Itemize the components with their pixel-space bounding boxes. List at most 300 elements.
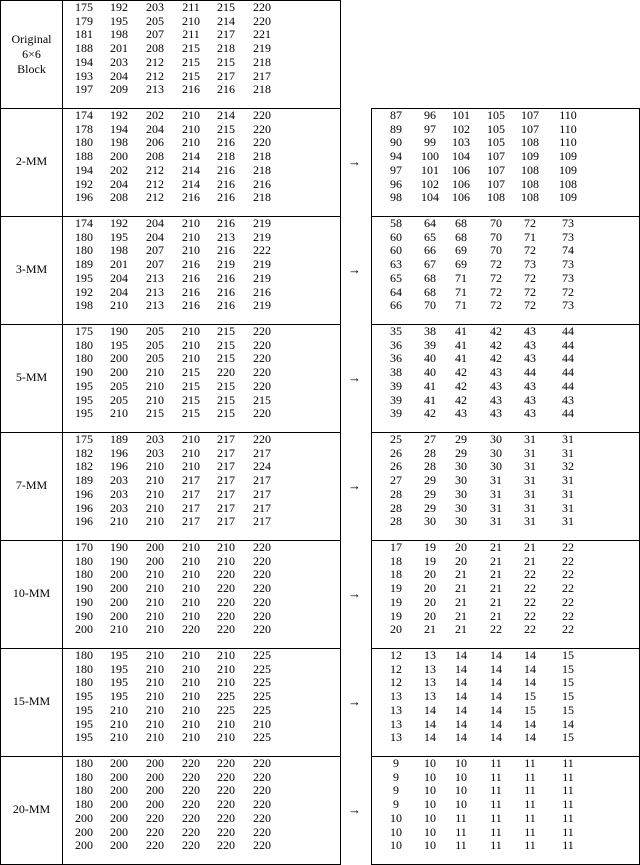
left-cell: 210 — [182, 567, 200, 582]
left-cell: 180 — [75, 337, 93, 352]
right-cell: 11 — [562, 769, 574, 784]
left-cell: 220 — [253, 135, 271, 150]
left-cell: 212 — [146, 176, 164, 191]
left-cell: 220 — [253, 824, 271, 839]
right-cell: 107 — [487, 162, 505, 177]
left-cell: 210 — [182, 216, 200, 230]
left-cell: 210 — [182, 324, 200, 338]
section-label: 5-MM — [15, 370, 48, 384]
left-cell: 207 — [146, 257, 164, 272]
left-cell: 189 — [75, 473, 93, 488]
right-cell: 31 — [524, 514, 536, 529]
right-cell: 69 — [455, 257, 467, 272]
left-cell: 210 — [182, 351, 200, 366]
left-cell: 180 — [75, 756, 93, 770]
right-cell: 58 — [390, 216, 402, 230]
left-cell: 225 — [253, 661, 271, 676]
left-cell: 214 — [217, 108, 235, 122]
right-cell: 96 — [424, 108, 436, 122]
left-cell: 220 — [217, 810, 235, 825]
right-cell: 11 — [455, 838, 467, 853]
right-cell: 14 — [424, 730, 436, 745]
left-cell: 195 — [75, 406, 93, 421]
right-cell: 12 — [390, 648, 402, 662]
left-cell: 180 — [75, 675, 93, 690]
left-cell: 216 — [253, 284, 271, 299]
right-cell: 64 — [424, 216, 436, 230]
left-cell: 220 — [253, 608, 271, 623]
left-cell: 216 — [217, 243, 235, 258]
original-cell: 216 — [217, 82, 235, 97]
left-cell: 216 — [217, 162, 235, 177]
original-cell: 179 — [75, 13, 93, 28]
left-cell: 218 — [253, 162, 271, 177]
right-cell: 10 — [424, 769, 436, 784]
original-cell: 203 — [110, 54, 128, 69]
right-cell: 11 — [562, 824, 574, 839]
right-cell: 14 — [424, 702, 436, 717]
right-cell: 21 — [490, 567, 502, 582]
left-cell: 219 — [253, 298, 271, 313]
right-cell: 15 — [562, 661, 574, 676]
right-cell: 11 — [562, 783, 574, 798]
right-cell: 68 — [455, 216, 467, 230]
right-cell: 72 — [524, 298, 536, 313]
right-cell: 101 — [452, 108, 470, 122]
right-cell: 43 — [562, 392, 574, 407]
left-cell: 217 — [253, 445, 271, 460]
original-cell: 195 — [110, 13, 128, 28]
right-cell: 99 — [424, 135, 436, 150]
left-cell: 190 — [75, 608, 93, 623]
right-cell: 21 — [524, 540, 536, 554]
left-cell: 225 — [217, 689, 235, 704]
right-cell: 31 — [524, 500, 536, 515]
section-label: 2-MM — [15, 154, 48, 168]
original-cell: 181 — [75, 27, 93, 42]
left-cell: 180 — [75, 783, 93, 798]
right-cell: 67 — [424, 257, 436, 272]
left-cell: 210 — [146, 689, 164, 704]
original-cell: 218 — [253, 54, 271, 69]
right-cell: 30 — [455, 500, 467, 515]
left-cell: 220 — [182, 810, 200, 825]
right-cell: 89 — [390, 121, 402, 136]
right-cell: 31 — [562, 445, 574, 460]
right-cell: 21 — [455, 608, 467, 623]
left-cell: 204 — [110, 270, 128, 285]
right-cell: 71 — [524, 229, 536, 244]
right-cell: 42 — [490, 351, 502, 366]
right-cell: 44 — [562, 378, 574, 393]
left-cell: 200 — [110, 567, 128, 582]
original-cell: 219 — [253, 41, 271, 56]
left-cell: 210 — [182, 730, 200, 745]
arrow-icon: → — [348, 586, 361, 601]
left-cell: 210 — [182, 648, 200, 662]
right-cell: 21 — [490, 594, 502, 609]
right-cell: 108 — [559, 176, 577, 191]
left-cell: 205 — [110, 392, 128, 407]
right-cell: 30 — [424, 514, 436, 529]
left-cell: 203 — [110, 500, 128, 515]
left-cell: 174 — [75, 216, 93, 230]
left-cell: 217 — [217, 500, 235, 515]
right-cell: 12 — [390, 675, 402, 690]
right-cell: 103 — [452, 135, 470, 150]
original-cell: 197 — [75, 82, 93, 97]
left-cell: 203 — [146, 432, 164, 446]
right-cell: 29 — [455, 445, 467, 460]
right-cell: 72 — [490, 257, 502, 272]
right-cell: 9 — [393, 797, 399, 812]
original-cell: 218 — [217, 41, 235, 56]
left-cell: 174 — [75, 108, 93, 122]
right-cell: 14 — [524, 648, 536, 662]
right-cell: 15 — [562, 648, 574, 662]
left-cell: 182 — [75, 459, 93, 474]
left-cell: 196 — [75, 514, 93, 529]
left-cell: 196 — [75, 190, 93, 205]
right-cell: 109 — [559, 162, 577, 177]
left-cell: 220 — [253, 567, 271, 582]
right-cell: 38 — [390, 365, 402, 380]
left-cell: 196 — [110, 445, 128, 460]
left-cell: 216 — [182, 257, 200, 272]
right-cell: 102 — [421, 176, 439, 191]
right-cell: 22 — [524, 608, 536, 623]
right-cell: 108 — [521, 190, 539, 205]
right-cell: 60 — [390, 229, 402, 244]
right-cell: 41 — [455, 351, 467, 366]
left-cell: 215 — [217, 324, 235, 338]
right-cell: 31 — [490, 500, 502, 515]
left-cell: 225 — [253, 702, 271, 717]
left-cell: 195 — [75, 730, 93, 745]
right-cell: 108 — [487, 190, 505, 205]
right-cell: 10 — [455, 783, 467, 798]
left-cell: 220 — [217, 608, 235, 623]
left-cell: 210 — [110, 716, 128, 731]
left-cell: 220 — [253, 769, 271, 784]
right-cell: 72 — [490, 298, 502, 313]
right-cell: 14 — [490, 661, 502, 676]
right-cell: 107 — [487, 176, 505, 191]
right-cell: 41 — [455, 337, 467, 352]
left-cell: 220 — [253, 324, 271, 338]
right-cell: 15 — [524, 689, 536, 704]
right-cell: 28 — [424, 445, 436, 460]
left-cell: 220 — [217, 783, 235, 798]
right-cell: 14 — [490, 730, 502, 745]
left-cell: 216 — [182, 190, 200, 205]
right-cell: 28 — [390, 500, 402, 515]
right-cell: 20 — [424, 594, 436, 609]
right-cell: 21 — [524, 553, 536, 568]
right-cell: 72 — [490, 284, 502, 299]
right-cell: 10 — [424, 797, 436, 812]
right-cell: 31 — [524, 445, 536, 460]
right-cell: 11 — [455, 824, 467, 839]
left-cell: 203 — [110, 473, 128, 488]
right-cell: 13 — [390, 730, 402, 745]
right-cell: 17 — [390, 540, 402, 554]
right-cell: 10 — [424, 838, 436, 853]
left-cell: 194 — [110, 121, 128, 136]
right-cell: 97 — [424, 121, 436, 136]
left-cell: 215 — [217, 406, 235, 421]
left-cell: 216 — [253, 176, 271, 191]
left-cell: 200 — [110, 783, 128, 798]
left-cell: 220 — [182, 824, 200, 839]
left-cell: 180 — [75, 229, 93, 244]
left-cell: 202 — [146, 108, 164, 122]
original-cell: 215 — [182, 41, 200, 56]
left-cell: 220 — [217, 622, 235, 637]
left-cell: 220 — [182, 797, 200, 812]
left-cell: 218 — [253, 149, 271, 164]
left-cell: 210 — [182, 716, 200, 731]
left-cell: 205 — [146, 324, 164, 338]
left-cell: 180 — [75, 567, 93, 582]
left-cell: 210 — [146, 716, 164, 731]
left-cell: 200 — [110, 810, 128, 825]
right-cell: 22 — [524, 594, 536, 609]
original-cell: 216 — [182, 82, 200, 97]
left-cell: 200 — [110, 756, 128, 770]
left-cell: 200 — [75, 838, 93, 853]
left-cell: 192 — [75, 176, 93, 191]
right-cell: 68 — [455, 229, 467, 244]
right-cell: 107 — [487, 149, 505, 164]
right-cell: 11 — [490, 783, 502, 798]
right-cell: 43 — [490, 392, 502, 407]
right-cell: 9 — [393, 769, 399, 784]
right-cell: 109 — [559, 190, 577, 205]
section-label: 15-MM — [12, 694, 51, 708]
original-cell: 203 — [146, 0, 164, 14]
right-cell: 64 — [390, 284, 402, 299]
right-cell: 110 — [559, 108, 577, 122]
left-cell: 210 — [182, 553, 200, 568]
left-cell: 220 — [253, 432, 271, 446]
left-cell: 210 — [146, 622, 164, 637]
right-cell: 14 — [490, 689, 502, 704]
left-cell: 214 — [182, 149, 200, 164]
right-cell: 11 — [562, 810, 574, 825]
left-cell: 180 — [75, 648, 93, 662]
left-cell: 204 — [146, 216, 164, 230]
right-cell: 73 — [562, 270, 574, 285]
left-cell: 220 — [217, 824, 235, 839]
right-cell: 22 — [562, 581, 574, 596]
left-cell: 220 — [217, 838, 235, 853]
left-cell: 213 — [146, 270, 164, 285]
left-cell: 225 — [253, 675, 271, 690]
right-cell: 28 — [390, 486, 402, 501]
right-cell: 30 — [490, 459, 502, 474]
right-cell: 15 — [524, 702, 536, 717]
left-cell: 217 — [217, 514, 235, 529]
right-cell: 36 — [390, 351, 402, 366]
left-cell: 215 — [182, 378, 200, 393]
right-cell: 22 — [562, 594, 574, 609]
right-cell: 18 — [390, 553, 402, 568]
left-cell: 215 — [182, 365, 200, 380]
right-cell: 20 — [390, 622, 402, 637]
left-cell: 210 — [217, 648, 235, 662]
left-cell: 195 — [75, 716, 93, 731]
left-cell: 210 — [146, 661, 164, 676]
left-cell: 216 — [217, 176, 235, 191]
left-cell: 200 — [110, 365, 128, 380]
left-cell: 220 — [182, 622, 200, 637]
left-cell: 195 — [110, 229, 128, 244]
right-cell: 43 — [524, 324, 536, 338]
right-cell: 19 — [424, 553, 436, 568]
right-cell: 11 — [524, 797, 536, 812]
right-cell: 68 — [424, 284, 436, 299]
right-cell: 12 — [390, 661, 402, 676]
right-cell: 109 — [521, 149, 539, 164]
right-cell: 105 — [487, 135, 505, 150]
right-cell: 42 — [490, 324, 502, 338]
right-cell: 44 — [562, 365, 574, 380]
left-cell: 200 — [146, 553, 164, 568]
original-cell: 220 — [253, 0, 271, 14]
right-cell: 38 — [424, 324, 436, 338]
left-cell: 220 — [253, 351, 271, 366]
left-cell: 212 — [146, 190, 164, 205]
original-cell: 213 — [146, 82, 164, 97]
right-cell: 25 — [390, 432, 402, 446]
left-cell: 225 — [217, 702, 235, 717]
right-cell: 106 — [452, 190, 470, 205]
right-cell: 31 — [490, 514, 502, 529]
original-cell: 220 — [253, 13, 271, 28]
right-cell: 13 — [424, 675, 436, 690]
right-cell: 22 — [562, 540, 574, 554]
left-cell: 180 — [75, 797, 93, 812]
left-cell: 220 — [253, 797, 271, 812]
left-cell: 196 — [75, 500, 93, 515]
left-cell: 192 — [75, 284, 93, 299]
left-cell: 195 — [110, 675, 128, 690]
right-cell: 21 — [455, 594, 467, 609]
right-cell: 22 — [524, 581, 536, 596]
right-cell: 22 — [490, 622, 502, 637]
right-cell: 22 — [524, 622, 536, 637]
right-cell: 14 — [455, 689, 467, 704]
right-cell: 14 — [455, 716, 467, 731]
left-cell: 200 — [75, 810, 93, 825]
left-cell: 218 — [217, 149, 235, 164]
left-cell: 219 — [253, 257, 271, 272]
right-cell: 63 — [390, 257, 402, 272]
left-cell: 210 — [146, 473, 164, 488]
left-cell: 220 — [146, 810, 164, 825]
right-cell: 30 — [455, 459, 467, 474]
right-cell: 66 — [424, 243, 436, 258]
left-cell: 220 — [253, 121, 271, 136]
left-cell: 210 — [146, 486, 164, 501]
left-cell: 210 — [146, 514, 164, 529]
right-cell: 27 — [424, 432, 436, 446]
left-cell: 200 — [146, 797, 164, 812]
right-cell: 10 — [390, 838, 402, 853]
right-cell: 9 — [393, 783, 399, 798]
right-cell: 13 — [390, 702, 402, 717]
right-cell: 97 — [390, 162, 402, 177]
right-cell: 43 — [524, 337, 536, 352]
left-cell: 220 — [253, 810, 271, 825]
right-cell: 35 — [390, 324, 402, 338]
right-cell: 14 — [524, 675, 536, 690]
right-cell: 41 — [424, 378, 436, 393]
right-cell: 15 — [562, 730, 574, 745]
original-cell: 209 — [110, 82, 128, 97]
left-cell: 217 — [217, 432, 235, 446]
left-cell: 216 — [217, 216, 235, 230]
left-cell: 210 — [217, 675, 235, 690]
left-cell: 210 — [182, 581, 200, 596]
left-cell: 201 — [110, 257, 128, 272]
left-cell: 217 — [182, 500, 200, 515]
right-cell: 15 — [562, 702, 574, 717]
left-cell: 200 — [146, 783, 164, 798]
left-cell: 210 — [146, 648, 164, 662]
right-cell: 28 — [424, 459, 436, 474]
right-cell: 44 — [562, 351, 574, 366]
right-cell: 42 — [455, 378, 467, 393]
right-cell: 22 — [562, 553, 574, 568]
left-cell: 216 — [182, 284, 200, 299]
left-cell: 210 — [110, 702, 128, 717]
left-cell: 210 — [182, 608, 200, 623]
original-cell: 215 — [182, 54, 200, 69]
left-cell: 217 — [253, 500, 271, 515]
right-cell: 109 — [559, 149, 577, 164]
right-cell: 44 — [562, 337, 574, 352]
right-cell: 39 — [390, 406, 402, 421]
right-cell: 13 — [424, 661, 436, 676]
right-cell: 40 — [424, 365, 436, 380]
right-cell: 102 — [452, 121, 470, 136]
right-cell: 14 — [524, 716, 536, 731]
right-cell: 106 — [452, 176, 470, 191]
left-cell: 190 — [110, 553, 128, 568]
left-cell: 178 — [75, 121, 93, 136]
right-cell: 100 — [421, 149, 439, 164]
left-cell: 215 — [217, 337, 235, 352]
right-cell: 11 — [490, 797, 502, 812]
original-cell: 188 — [75, 41, 93, 56]
left-cell: 220 — [217, 365, 235, 380]
left-cell: 220 — [253, 337, 271, 352]
right-cell: 21 — [490, 608, 502, 623]
original-cell: 215 — [217, 54, 235, 69]
right-cell: 11 — [490, 756, 502, 770]
right-cell: 73 — [562, 216, 574, 230]
left-cell: 195 — [75, 689, 93, 704]
right-cell: 105 — [487, 108, 505, 122]
arrow-icon: → — [348, 262, 361, 277]
right-cell: 98 — [390, 190, 402, 205]
original-cell: 215 — [217, 0, 235, 14]
right-cell: 31 — [562, 486, 574, 501]
right-cell: 13 — [424, 689, 436, 704]
right-cell: 19 — [390, 608, 402, 623]
